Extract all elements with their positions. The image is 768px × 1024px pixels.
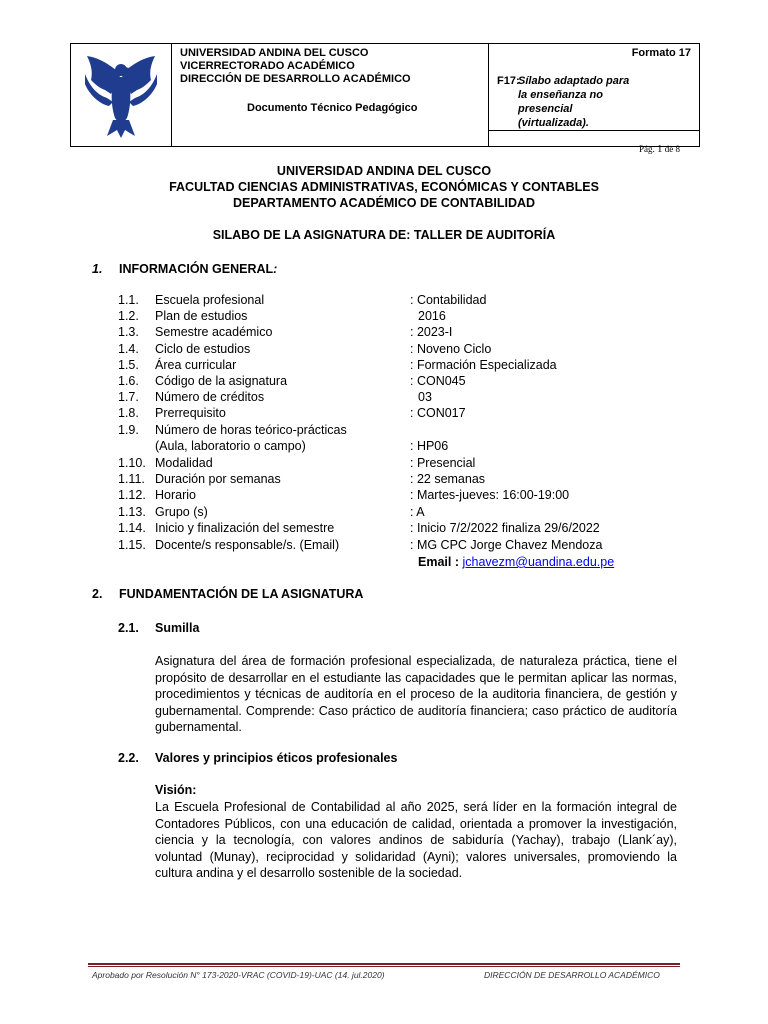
info-row-value: : HP06	[410, 439, 449, 453]
info-row-label: Área curricular	[155, 358, 237, 372]
info-row-number: 1.1.	[118, 293, 139, 307]
info-row-value: : 2023-I	[410, 325, 453, 339]
f17-code: F17:	[497, 75, 520, 87]
info-row-number: 1.9.	[118, 423, 139, 437]
info-row-label: Ciclo de estudios	[155, 342, 251, 356]
info-row-number: 1.8.	[118, 406, 139, 420]
header-divider	[489, 130, 699, 131]
info-row-number: 1.2.	[118, 309, 139, 323]
info-row-number: 1.14.	[118, 521, 146, 535]
info-row-value: : 22 semanas	[410, 472, 486, 486]
info-row-number: 1.6.	[118, 374, 139, 388]
section2-title: FUNDAMENTACIÓN DE LA ASIGNATURA	[119, 587, 364, 601]
info-row-label: Código de la asignatura	[155, 374, 288, 388]
email-link[interactable]: jchavezm@uandina.edu.pe	[462, 555, 615, 569]
info-row-value: : CON017	[410, 406, 466, 420]
info-row-label: Grupo (s)	[155, 505, 208, 519]
header-table	[70, 43, 700, 147]
info-row-label: Modalidad	[155, 456, 213, 470]
info-row-value: 03	[418, 390, 432, 404]
info-row-label: Horario	[155, 488, 196, 502]
title-university: UNIVERSIDAD ANDINA DEL CUSCO	[276, 164, 492, 178]
info-row-label: Número de horas teórico-prácticas	[155, 423, 347, 437]
title-department: DEPARTAMENTO ACADÉMICO DE CONTABILIDAD	[232, 196, 536, 210]
logo-cell	[71, 44, 172, 146]
info-row-number: 1.4.	[118, 342, 139, 356]
title-syllabus: SILABO DE LA ASIGNATURA DE: TALLER DE AUDITORÍA	[212, 228, 556, 242]
page-indicator	[639, 143, 680, 155]
email-label: Email :	[418, 555, 459, 569]
footer-line-thick	[88, 963, 680, 965]
footer-line-thin	[88, 966, 680, 967]
title-faculty: FACULTAD CIENCIAS ADMINISTRATIVAS, ECONÓMICAS Y CONTABLES	[169, 180, 599, 194]
f17-line4: (virtualizada).	[518, 117, 589, 129]
info-row-value: : Contabilidad	[410, 293, 487, 307]
header-vicerrectorado: VICERRECTORADO ACADÉMICO	[180, 60, 355, 72]
info-row-value: : A	[410, 505, 425, 519]
info-row-number: 1.12.	[118, 488, 146, 502]
section1-title-text: INFORMACIÓN GENERAL	[119, 262, 274, 276]
header-university: UNIVERSIDAD ANDINA DEL CUSCO	[180, 47, 369, 59]
sub2-title: Valores y principios éticos profesionales	[155, 751, 398, 765]
sumilla-paragraph: Asignatura del área de formación profesional especializada, de naturaleza práctica, tiene el propósito de desarrollar en el estudiante las capacidades que le permitan aplicar las normas, procedimientos y técnicas de auditoría en el proceso de la auditoria financiera, de gestión y gubernamental. Comprende: Caso práctico de auditoría financiera; caso práctico de auditoría gubernamental.	[155, 654, 677, 734]
info-row-label: Número de créditos	[155, 390, 265, 404]
section1-colon: :	[273, 262, 278, 276]
info-row-label: Plan de estudios	[155, 309, 248, 323]
sub1-title: Sumilla	[155, 621, 200, 635]
vision-title: Visión:	[155, 783, 197, 797]
info-row-number: 1.11.	[118, 472, 145, 486]
info-row-value: : CON045	[410, 374, 466, 388]
info-row-label: Inicio y finalización del semestre	[155, 521, 335, 535]
condor-logo-icon	[71, 44, 171, 146]
info-row-label: Prerrequisito	[155, 406, 226, 420]
f17-line2: la enseñanza no	[518, 89, 603, 101]
section2-number: 2.	[92, 587, 103, 601]
sub2-number: 2.2.	[118, 751, 139, 765]
section1-number: 1.	[92, 262, 103, 276]
info-row-value: : Inicio 7/2/2022 finaliza 29/6/2022	[410, 521, 600, 535]
header-direccion: DIRECCIÓN DE DESARROLLO ACADÉMICO	[180, 73, 411, 85]
info-row-value: : Presencial	[410, 456, 476, 470]
header-format-cell	[489, 44, 699, 146]
header-institution-cell	[172, 44, 489, 146]
section1-title	[119, 262, 277, 276]
info-row-number: 1.3.	[118, 325, 139, 339]
info-row-value: 2016	[418, 309, 446, 323]
info-row-value: : Formación Especializada	[410, 358, 557, 372]
info-row-number: 1.5.	[118, 358, 139, 372]
info-row-label: (Aula, laboratorio o campo)	[155, 439, 306, 453]
email-row	[418, 555, 614, 569]
format-label: Formato 17	[631, 47, 691, 59]
info-row-value: : MG CPC Jorge Chavez Mendoza	[410, 538, 603, 552]
info-row-label: Escuela profesional	[155, 293, 265, 307]
page-of: de 8	[664, 144, 680, 154]
header-doc-type: Documento Técnico Pedagógico	[247, 102, 418, 114]
info-row-number: 1.15.	[118, 538, 146, 552]
page-number: 1	[657, 143, 663, 155]
info-row-number: 1.13.	[118, 505, 146, 519]
footer-direction: DIRECCIÓN DE DESARROLLO ACADÉMICO	[484, 970, 660, 980]
info-row-number: 1.10.	[118, 456, 146, 470]
info-row-number: 1.7.	[118, 390, 139, 404]
sub1-number: 2.1.	[118, 621, 139, 635]
info-row-label: Semestre académico	[155, 325, 273, 339]
info-row-label: Duración por semanas	[155, 472, 281, 486]
info-row-value: : Noveno Ciclo	[410, 342, 492, 356]
vision-paragraph: La Escuela Profesional de Contabilidad al año 2025, será líder en la formación integral de Contadores Públicos, con una educación de calidad, orientada a promover la investigación, ciencia y la tecnología, con valores andinos de sabiduría (Yachay), trabajo (Llank´ay), voluntad (Munay), reciprocidad y solidaridad (Ayni); valores universales, promoviendo la cultura andina y el desarrollo sostenible de la sociedad.	[155, 800, 677, 880]
info-row-value: : Martes-jueves: 16:00-19:00	[410, 488, 570, 502]
footer-approved: Aprobado por Resolución N° 173-2020-VRAC (COVID-19)-UAC (14. jul.2020)	[92, 970, 385, 980]
f17-line1: Sílabo adaptado para	[518, 75, 630, 87]
page-prefix: Pág.	[639, 144, 655, 154]
f17-line3: presencial	[518, 103, 573, 115]
info-row-label: Docente/s responsable/s. (Email)	[155, 538, 340, 552]
